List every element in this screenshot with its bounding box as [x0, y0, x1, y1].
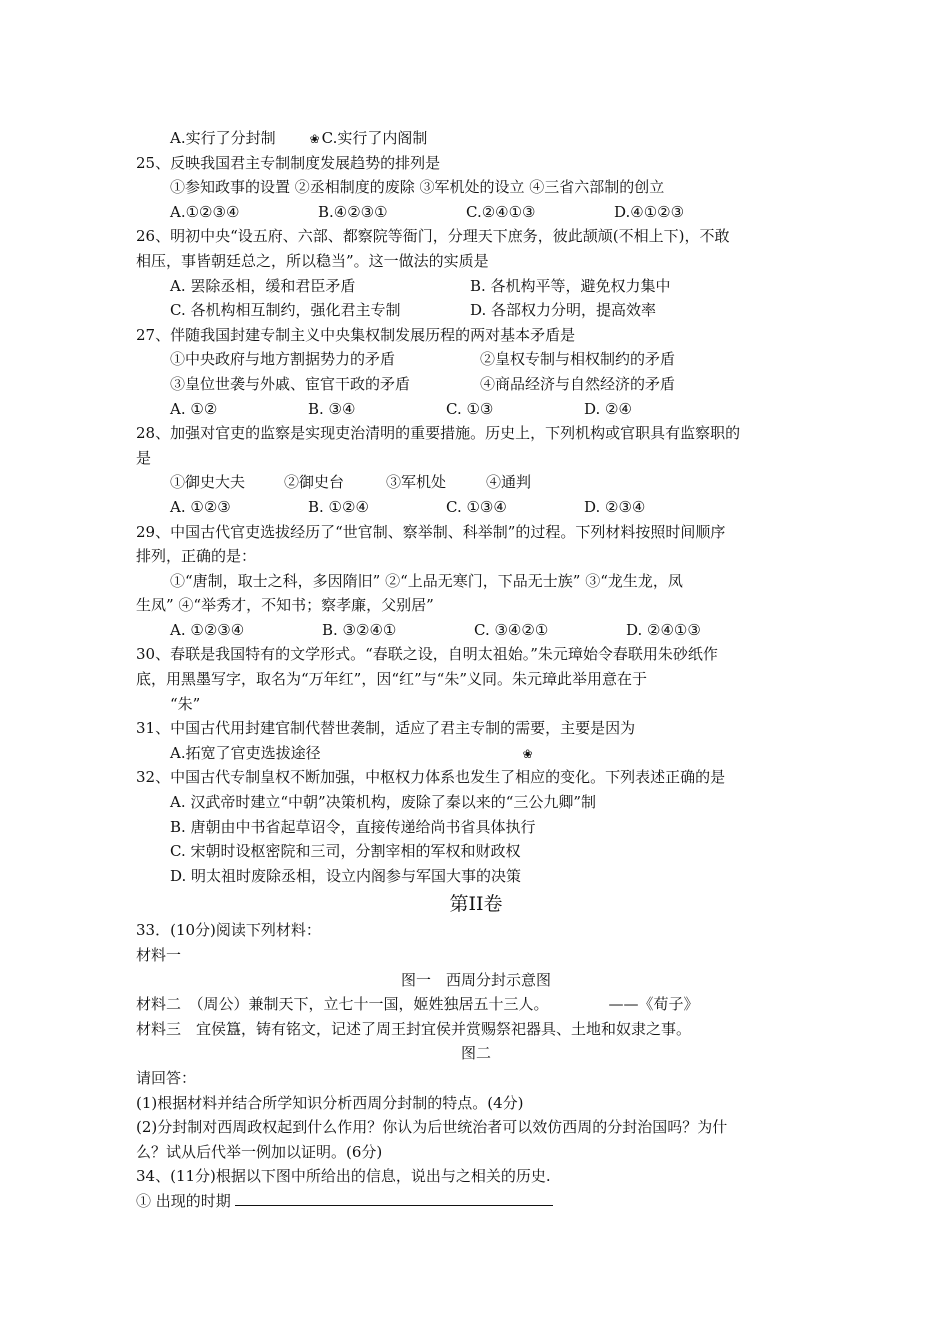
item-3: ③皇位世袭与外戚、宦官干政的矛盾	[170, 374, 411, 393]
option-b: B. ③②④①	[322, 620, 397, 639]
question-29-line1: 29、中国古代官吏选拔经历了“世官制、察举制、科举制”的过程。下列材料按照时间顺序	[136, 522, 726, 541]
option-a: A. ①②	[170, 399, 218, 418]
option-a: A.实行了分封制	[170, 129, 276, 147]
figure-1-caption: 图一 西周分封示意图	[400, 970, 551, 989]
question-31: 31、中国古代用封建官制代替世袭制，适应了君主专制的需要，主要是因为	[136, 719, 636, 738]
question-32: 32、中国古代专制皇权不断加强，中枢权力体系也发生了相应的变化。下列表述正确的是	[136, 768, 726, 787]
option-c: C.②④①③	[466, 202, 536, 221]
item-1: ①御史大夫	[170, 473, 246, 492]
option-b: B. 唐朝由中书省起草诏令，直接传递给尚书省具体执行	[170, 817, 536, 836]
option-a: A. 汉武帝时建立“中朝”决策机构，废除了秦以来的“三公九卿”制	[170, 793, 597, 812]
option-d: D. ②③④	[584, 497, 646, 516]
option-a: A. ①②③④	[170, 620, 245, 639]
option-d: D. 明太祖时废除丞相，设立内阁参与军国大事的决策	[170, 866, 522, 885]
option-d: D. ②④	[584, 399, 632, 418]
option-a: A.拓宽了官吏选拔途径	[170, 743, 321, 762]
question-27: 27、伴随我国封建专制主义中央集权制发展历程的两对基本矛盾是	[136, 325, 576, 344]
option-b: B. ③④	[308, 399, 356, 418]
q27-items-row1	[136, 347, 816, 372]
subquestion-2-line2: 么？试从后代举一例加以证明。(6分)	[136, 1142, 383, 1161]
material-2	[136, 992, 816, 1017]
option-d: D. ②④①③	[626, 620, 701, 639]
option-a: A. ①②③	[170, 497, 231, 516]
option-c: C. ①③	[446, 399, 494, 418]
question-25: 25、反映我国君主专制制度发展趋势的排列是	[136, 153, 441, 172]
subquestion-2-line1: (2)分封制对西周政权起到什么作用？你认为后世统治者可以效仿西周的分封治国吗？为什	[136, 1118, 728, 1137]
q26-options-row1	[136, 274, 816, 299]
answer-prompt: 请回答：	[136, 1068, 197, 1087]
question-28-line2: 是	[136, 448, 152, 467]
option-c: C.实行了内阁制	[321, 129, 428, 147]
question-26-line2: 相压，事皆朝廷总之，所以稳当”。这一做法的实质是	[136, 251, 489, 270]
answer-blank[interactable]	[235, 1191, 553, 1206]
option-b: B. ①②④	[308, 497, 369, 516]
item-4: ④通判	[486, 473, 532, 492]
question-33: 33．(10分)阅读下列材料：	[136, 921, 321, 940]
option-c: C. ①③④	[446, 497, 507, 516]
option-d: D. 各部权力分明，提高效率	[470, 301, 657, 320]
q34-prompt: ① 出现的时期	[136, 1191, 231, 1210]
option-a: A.①②③④	[170, 202, 240, 221]
question-30-line3: “朱”	[170, 694, 201, 713]
question-34: 34、(11分)根据以下图中所给出的信息，说出与之相关的历史.	[136, 1167, 551, 1186]
part-two-heading: 第II卷	[449, 893, 503, 916]
material-1-label: 材料一	[136, 946, 182, 964]
material-2-source: ——《荀子》	[608, 995, 699, 1014]
q25-options	[136, 200, 816, 225]
question-26-line1: 26、明初中央“设五府、六部、都察院等衙门，分理天下庶务，彼此颉颃(不相上下)，不敢	[136, 227, 730, 246]
q29-materials-line1: ①“唐制，取士之科，多因隋旧” ②“上品无寒门，下品无士族” ③“龙生龙，凤	[170, 571, 683, 590]
option-c: C. ③④②①	[474, 620, 549, 639]
material-3: 材料三 宜侯簋，铸有铭文，记述了周王封宜侯并赏赐祭祀器具、土地和奴隶之事。	[136, 1019, 692, 1038]
q25-items: ①参知政事的设置 ②丞相制度的废除 ③军机处的设立 ④三省六部制的创立	[170, 178, 665, 197]
material-2-text: 材料二 （周公）兼制天下，立七十一国，姬姓独居五十三人。	[136, 995, 549, 1014]
option-a: A. 罢除丞相，缓和君臣矛盾	[170, 276, 356, 295]
subquestion-1: (1)根据材料并结合所学知识分析西周分封制的特点。(4分)	[136, 1093, 524, 1112]
figure-2-caption: 图二	[460, 1044, 491, 1063]
option-c: C. 各机构相互制约，强化君主专制	[170, 301, 401, 320]
q34-subquestion-1	[136, 1189, 816, 1214]
q29-options	[136, 618, 816, 643]
stray-mark-icon: ❀	[309, 131, 320, 146]
item-2: ②御史台	[284, 473, 345, 492]
q28-items	[136, 470, 816, 495]
item-3: ③军机处	[386, 473, 447, 492]
q27-options	[136, 397, 816, 422]
q28-options	[136, 495, 816, 520]
prev-options	[136, 126, 816, 151]
q27-items-row2	[136, 372, 816, 397]
q26-options-row2	[136, 298, 816, 323]
stray-mark-icon: ❀	[522, 746, 533, 761]
question-30-line1: 30、春联是我国特有的文学形式。“春联之设，自明太祖始。”朱元璋始令春联用朱砂纸作	[136, 645, 718, 664]
question-29-line2: 排列，正确的是：	[136, 547, 257, 566]
item-4: ④商品经济与自然经济的矛盾	[480, 374, 676, 393]
q31-option-row	[136, 741, 816, 766]
option-d: D.④①②③	[614, 202, 685, 221]
item-1: ①中央政府与地方割据势力的矛盾	[170, 350, 396, 369]
option-b: B. 各机构平等，避免权力集中	[470, 276, 671, 295]
option-c: C. 宋朝时设枢密院和三司，分割宰相的军权和财政权	[170, 842, 521, 861]
option-b: B.④②③①	[318, 202, 388, 221]
exam-content	[136, 126, 816, 1214]
q29-materials-line2: 生凤” ④“举秀才，不知书；察孝廉，父别居”	[136, 596, 434, 615]
item-2: ②皇权专制与相权制约的矛盾	[480, 350, 676, 369]
question-28-line1: 28、加强对官吏的监察是实现吏治清明的重要措施。历史上，下列机构或官职具有监察职的	[136, 424, 741, 443]
question-30-line2: 底，用黑墨写字，取名为“万年红”，因“红”与“朱”义同。朱元璋此举用意在于	[136, 670, 648, 689]
